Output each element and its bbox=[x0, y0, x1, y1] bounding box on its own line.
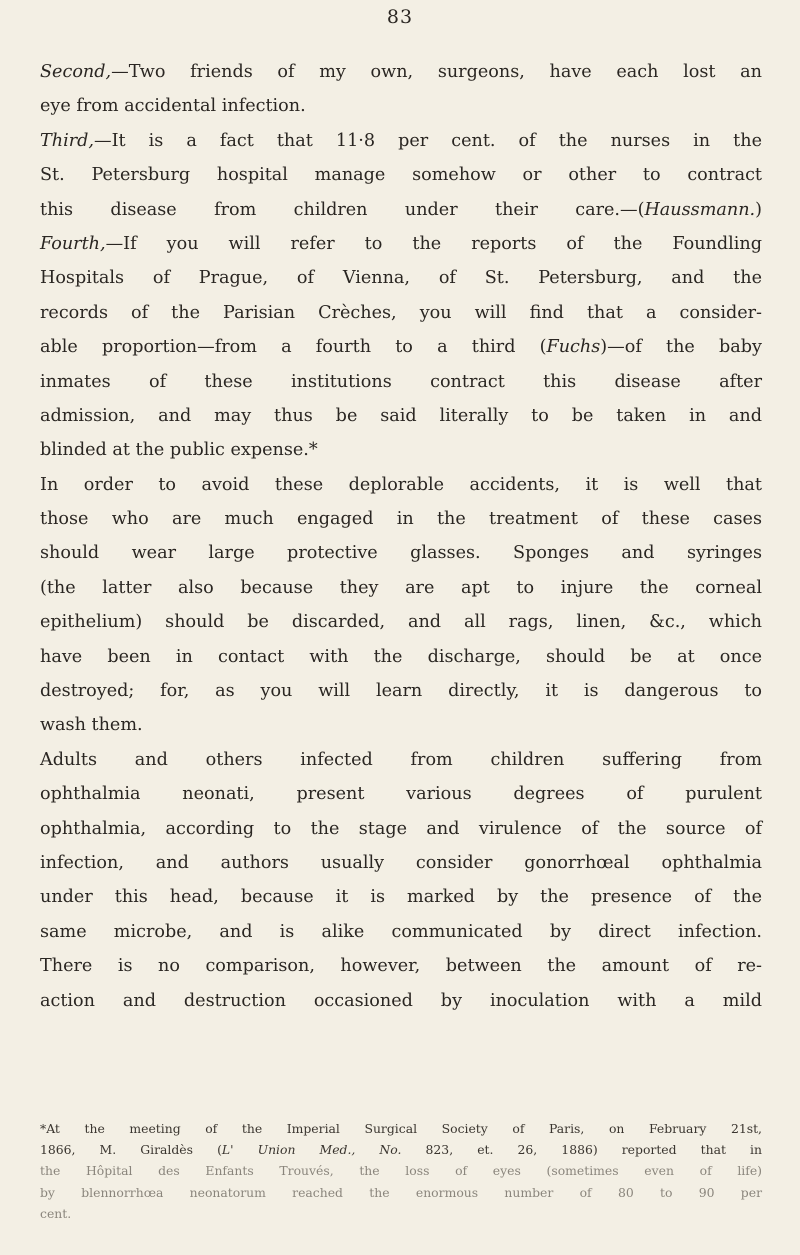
text-line-11: admission, and may thus be said literally to be taken in and bbox=[40, 405, 762, 426]
body-text bbox=[40, 55, 762, 1018]
text-line-27: There is no comparison, however, between the amount of re- bbox=[40, 956, 762, 977]
footnote-line-3: the Hôpital des Enfants Trouvés, the loss of eyes (sometimes even of life) bbox=[40, 1163, 762, 1179]
text-line-10: inmates of these institutions contract this disease after bbox=[40, 371, 762, 392]
text-line-24: infection, and authors usually consider gonorrhœal ophthalmia bbox=[40, 852, 762, 873]
footnote bbox=[40, 1118, 762, 1224]
footnote-line-4: by blennorrhœa neonatorum reached the enormous number of 80 to 90 per bbox=[40, 1184, 762, 1200]
text-line-14: those who are much engaged in the treatment of these cases bbox=[40, 509, 762, 530]
footnote-line-1: *At the meeting of the Imperial Surgical Society of Paris, on February 21st, bbox=[40, 1121, 762, 1136]
text-line-6: Fourth,—If you will refer to the reports of the Foundling bbox=[40, 233, 762, 254]
text-line-8: records of the Parisian Crèches, you will find that a consider- bbox=[40, 302, 762, 323]
text-line-22: ophthalmia neonati, present various degrees of purulent bbox=[40, 784, 762, 805]
text-line-13: In order to avoid these deplorable accidents, it is well that bbox=[40, 474, 762, 495]
text-line-1: Second,—Two friends of my own, surgeons, have each lost an bbox=[40, 62, 762, 82]
text-line-7: Hospitals of Prague, of Vienna, of St. Petersburg, and the bbox=[40, 268, 762, 289]
page-number: 83 bbox=[386, 6, 414, 28]
text-line-20: wash them. bbox=[40, 715, 143, 736]
text-line-18: have been in contact with the discharge, should be at once bbox=[40, 646, 762, 667]
text-line-9: able proportion—from a fourth to a third (Fuchs)—of the baby bbox=[40, 337, 762, 358]
text-line-19: destroyed; for, as you will learn directly, it is dangerous to bbox=[40, 681, 762, 702]
text-line-25: under this head, because it is marked by the presence of the bbox=[40, 887, 762, 908]
text-line-26: same microbe, and is alike communicated by direct infection. bbox=[40, 921, 762, 942]
text-line-12: blinded at the public expense.* bbox=[40, 440, 318, 461]
text-line-23: ophthalmia, according to the stage and virulence of the source of bbox=[40, 818, 762, 839]
text-line-16: (the latter also because they are apt to injure the corneal bbox=[40, 577, 762, 598]
text-line-21: Adults and others infected from children suffering from bbox=[40, 749, 762, 770]
text-line-15: should wear large protective glasses. Sponges and syringes bbox=[40, 543, 762, 564]
text-line-28: action and destruction occasioned by inoculation with a mild bbox=[40, 990, 762, 1011]
footnote-line-2: 1866, M. Giraldès (L' Union Med., No. 823, et. 26, 1886) reported that in bbox=[40, 1142, 762, 1158]
text-line-3: Third,—It is a fact that 11·8 per cent. of the nurses in the bbox=[40, 130, 762, 151]
text-line-2: eye from accidental infection. bbox=[40, 96, 306, 117]
footnote-line-5: cent. bbox=[40, 1205, 72, 1221]
text-line-5: this disease from children under their care.—(Haussmann.) bbox=[40, 199, 762, 220]
text-line-4: St. Petersburg hospital manage somehow or other to contract bbox=[40, 165, 762, 186]
text-line-17: epithelium) should be discarded, and all rags, linen, &c., which bbox=[40, 612, 762, 633]
